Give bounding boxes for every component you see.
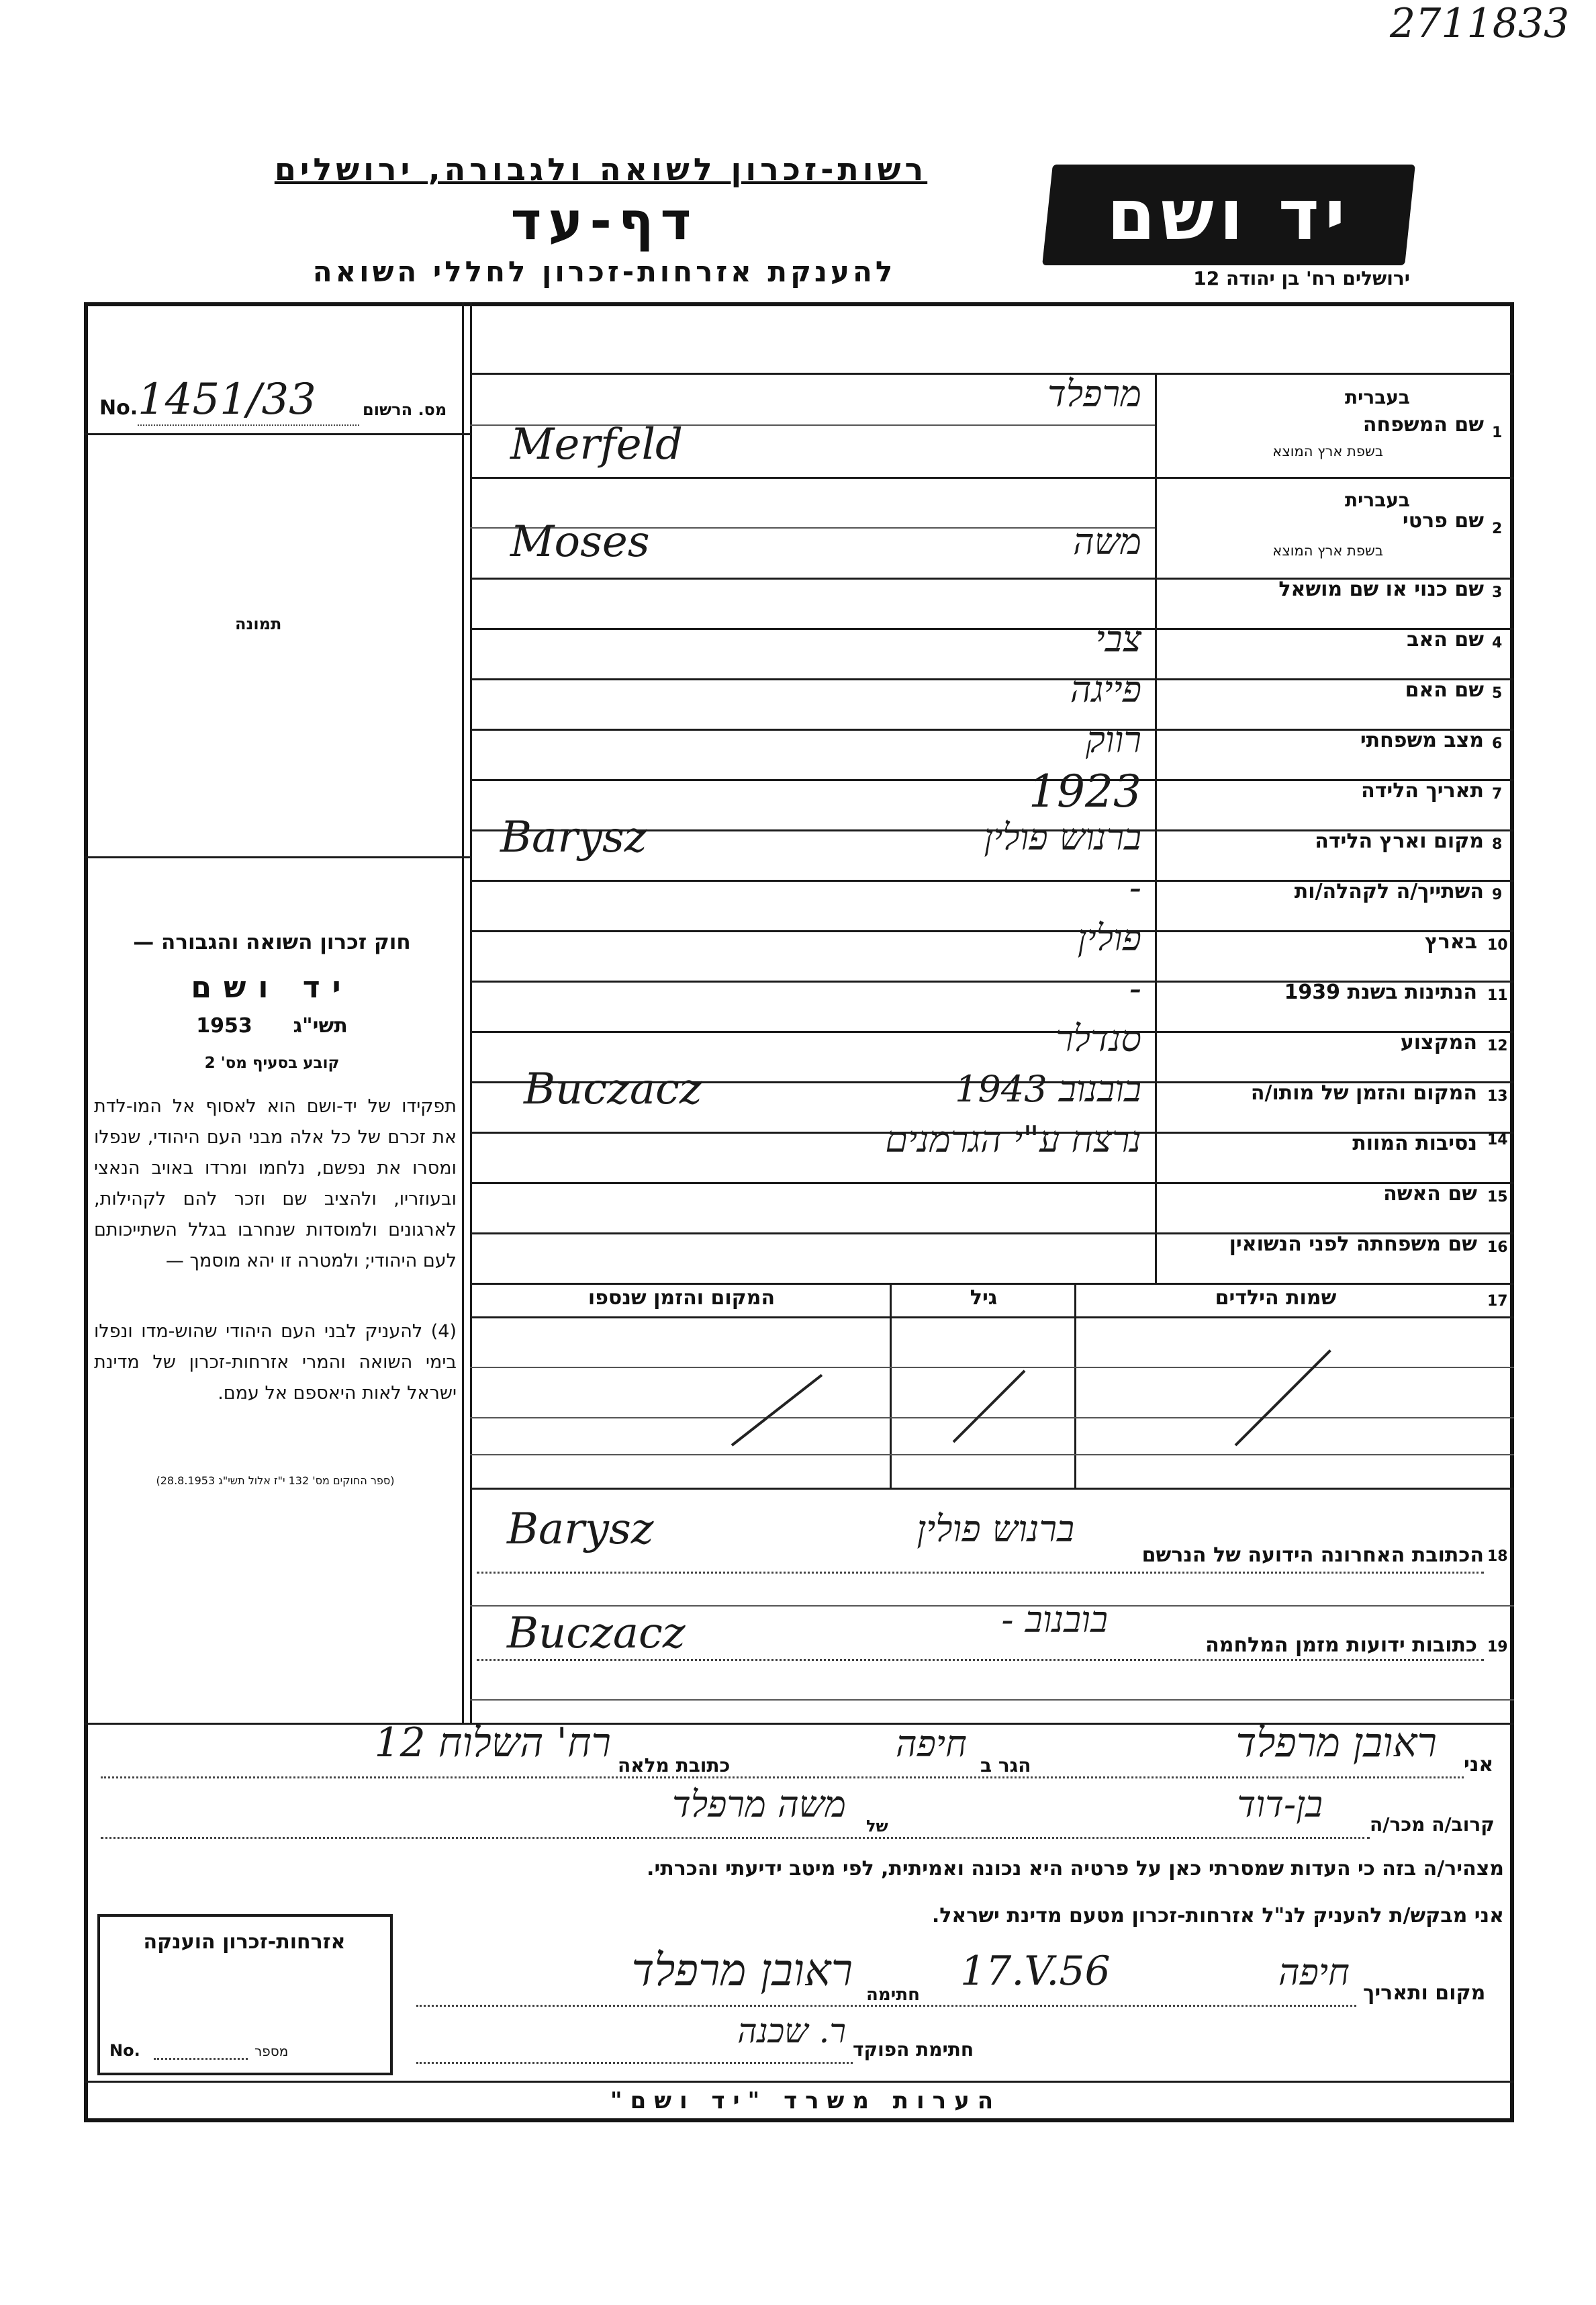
registration-number: 1451/33 (138, 375, 359, 426)
citizenship-granted-box (97, 1914, 393, 2075)
death-place-latin: Buczacz (524, 1065, 702, 1114)
field-16-number: 16 (1487, 1239, 1508, 1256)
law-title: חוק זכרון השואה והגבורה — (133, 930, 411, 954)
form-subtitle: להענקת אזרחות-זכרון לחללי השואה (312, 255, 896, 288)
officer-signature-label: חתימת הפוקד (853, 2038, 974, 2061)
field-18-label: הכתובת האחרונה הידועה של הנרשם (1141, 1543, 1484, 1567)
children-age-header: גיל (970, 1286, 998, 1310)
marital-status-value: רווק (1085, 719, 1141, 761)
field-14-label: נסיבות המוות (1352, 1132, 1477, 1155)
field-2-number: 2 (1492, 521, 1503, 537)
declarant-name: ראובן מרפלד (1235, 1719, 1437, 1766)
declarant-ani-label: אני (1464, 1753, 1494, 1776)
field-12-number: 12 (1487, 1038, 1508, 1054)
law-year-hebrew: תשי"ג (293, 1014, 348, 1038)
birth-place-hebrew: ברנוש פולין (984, 816, 1141, 858)
wartime-address-latin: Buczacz (507, 1609, 686, 1658)
wartime-address-hebrew: בובנוב - (1001, 1598, 1108, 1641)
declaration-text: מצהיר/ה בזה כי העדות שמסרתי כאן על פרטיה היא נכונה ואמיתית, לפי מיטב ידיעתי והכרתי. (647, 1857, 1504, 1881)
field-5-number: 5 (1492, 685, 1503, 702)
field-19-number: 19 (1487, 1639, 1508, 1656)
field-18-number: 18 (1487, 1548, 1508, 1565)
stamp-box-title: אזרחות-זכרון הוענקה (143, 1930, 346, 1954)
registration-no-label: No. (99, 396, 138, 420)
field-3-label: שם כנוי או שם מושאל (1278, 578, 1484, 601)
profession-value: סנדלר (1055, 1018, 1141, 1060)
children-place-header: המקום והזמן שנספו (588, 1286, 776, 1310)
family-name-hebrew: מרפלד (1047, 373, 1141, 415)
officer-signature: ר. שכנה (737, 2012, 846, 2050)
field-2-label: שם פרטי (1402, 509, 1484, 533)
field-4-number: 4 (1492, 635, 1503, 651)
law-name: יד ושם (191, 970, 353, 1005)
field-16-label: שם משפחתה לפני הנשואין (1229, 1232, 1477, 1256)
field-19-label: כתובות ידועות מזמן המלחמה (1205, 1633, 1477, 1657)
relation-value: בן-דוד (1237, 1783, 1323, 1825)
field-10-number: 10 (1487, 937, 1508, 954)
death-place-hebrew: בובנוב 1943 (955, 1068, 1141, 1110)
field-13-number: 13 (1487, 1088, 1508, 1105)
relative-of-value: משה מרפלד (671, 1783, 846, 1825)
law-text-clause-4: (4) להעניק לבני העם היהודי שהוש-מדו ונפלו בימי השואה והמרי אזרחות-זכרון של מדינת ישראל לאות היאספם אל עמם. (94, 1321, 457, 1404)
footer-remarks: הערות משרד "יד ושם" (610, 2087, 1002, 2114)
field-5-label: שם האם (1405, 678, 1484, 702)
field-17-number: 17 (1487, 1293, 1508, 1310)
field-13-label: המקום והזמן של מותו/ה (1250, 1081, 1477, 1105)
relative-label: קרוב/ה מכר/ה (1370, 1813, 1495, 1836)
law-year-line (97, 1014, 447, 1038)
field-11-label: הנתינות בשנת 1939 (1284, 981, 1477, 1004)
field-9-number: 9 (1492, 887, 1503, 903)
field-6-number: 6 (1492, 735, 1503, 752)
law-clause: קובע בסעיף מס' 2 (204, 1054, 340, 1072)
declarant-city: חיפה (895, 1723, 967, 1765)
field-8-label: מקום וארץ הלידה (1315, 829, 1484, 853)
field-15-label: שם האשה (1383, 1182, 1477, 1206)
logo-address: ירושלים רח' בן יהודה 12 (1193, 267, 1410, 289)
field-12-label: המקצוע (1400, 1031, 1477, 1054)
logo-text: יד ושם (1107, 174, 1351, 256)
field-1-label: שם המשפחה (1362, 413, 1484, 437)
field-4-label: שם האב (1407, 628, 1484, 651)
field-8-number: 8 (1492, 836, 1503, 853)
declarant-signature: ראובן מרפלד (631, 1944, 853, 1996)
registration-label: מס. הרשום (363, 400, 447, 419)
signature-label: חתימה (866, 1985, 920, 2005)
field-11-number: 11 (1487, 987, 1508, 1004)
death-circumstances-value: נרצח ע"י הגרמנים (885, 1118, 1141, 1161)
father-name-value: צבי (1095, 618, 1141, 660)
of-label: של (866, 1817, 888, 1836)
family-name-latin: Merfeld (510, 420, 683, 469)
place-date-label: מקום ותאריך (1363, 1981, 1486, 2005)
full-address-label: כתובת מלאה (618, 1754, 731, 1776)
law-text: תפקידו של יד-ושם הוא לאסוף אל המו-לדת את זכרם של כל אלה מבני העם היהודי, שנפלו ומסרו את נפשם, נלחמו ומרדו באויב הנאצי ובעוזריו, ולהציב שם וזכר להם לקהילות, לארגונים ולמוסדות שנחרבו בגלל השתייכותם לעם היהודי; ולמטרה זו יהא מוסמך — (94, 1096, 457, 1271)
field-2-sub-hebrew: בעברית (1344, 489, 1410, 511)
request-text: אני מבקש/ת להעניק לנ"ל אזרחות-זכרון מטעם מדינת ישראל. (931, 1904, 1504, 1928)
field-9-label: השתייך/ה לקהלה/ות (1294, 880, 1484, 903)
children-names-header: שמות הילדים (1215, 1286, 1337, 1310)
photo-label: תמונה (235, 615, 282, 633)
birth-place-latin: Barysz (500, 813, 647, 862)
law-year: 1953 (196, 1014, 252, 1038)
form-title: דף-עד (510, 191, 698, 252)
country-value: פולין (1077, 917, 1141, 959)
field-10-label: בארץ (1424, 930, 1477, 954)
field-1-sub-hebrew: בעברית (1344, 386, 1410, 408)
last-address-latin: Barysz (507, 1504, 654, 1554)
field-6-label: מצב משפחתי (1360, 729, 1484, 752)
declarant-address: רח' השלוח 12 (374, 1719, 611, 1766)
citizenship-value: - (1129, 967, 1141, 1009)
field-7-number: 7 (1492, 786, 1503, 803)
archive-number-annotation: 2711833 (1390, 0, 1570, 47)
signed-place: חיפה (1278, 1951, 1350, 1993)
mother-name-value: פייגה (1070, 668, 1141, 711)
field-1-number: 1 (1492, 424, 1503, 441)
signed-date: 17.V.56 (960, 1948, 1111, 1995)
last-address-hebrew: ברנוש פולין (917, 1508, 1074, 1550)
field-15-number: 15 (1487, 1189, 1508, 1206)
field-14-number: 14 (1487, 1132, 1508, 1148)
first-name-hebrew: משה (1073, 521, 1141, 563)
birth-date-value: 1923 (1029, 766, 1141, 817)
field-7-label: תאריך הלידה (1361, 779, 1484, 803)
community-value: - (1129, 866, 1141, 909)
lives-in-label: הגר ב (980, 1754, 1031, 1776)
stamp-box-no-label: No. (109, 2041, 140, 2060)
authority-name: רשות-זכרון לשואה ולגבורה, ירושלים (274, 151, 928, 187)
yad-vashem-logo (1042, 165, 1415, 265)
field-2-sub-origin: בשפת ארץ המוצא (1272, 543, 1383, 559)
field-3-number: 3 (1492, 584, 1503, 601)
first-name-latin: Moses (510, 517, 650, 567)
field-1-sub-origin: בשפת ארץ המוצא (1272, 443, 1383, 459)
stamp-box-number-label: מספר (254, 2043, 289, 2059)
law-source: (ספר החוקים מס' 132 י"ז אלול תשי"ג 28.8.1953) (156, 1474, 395, 1487)
